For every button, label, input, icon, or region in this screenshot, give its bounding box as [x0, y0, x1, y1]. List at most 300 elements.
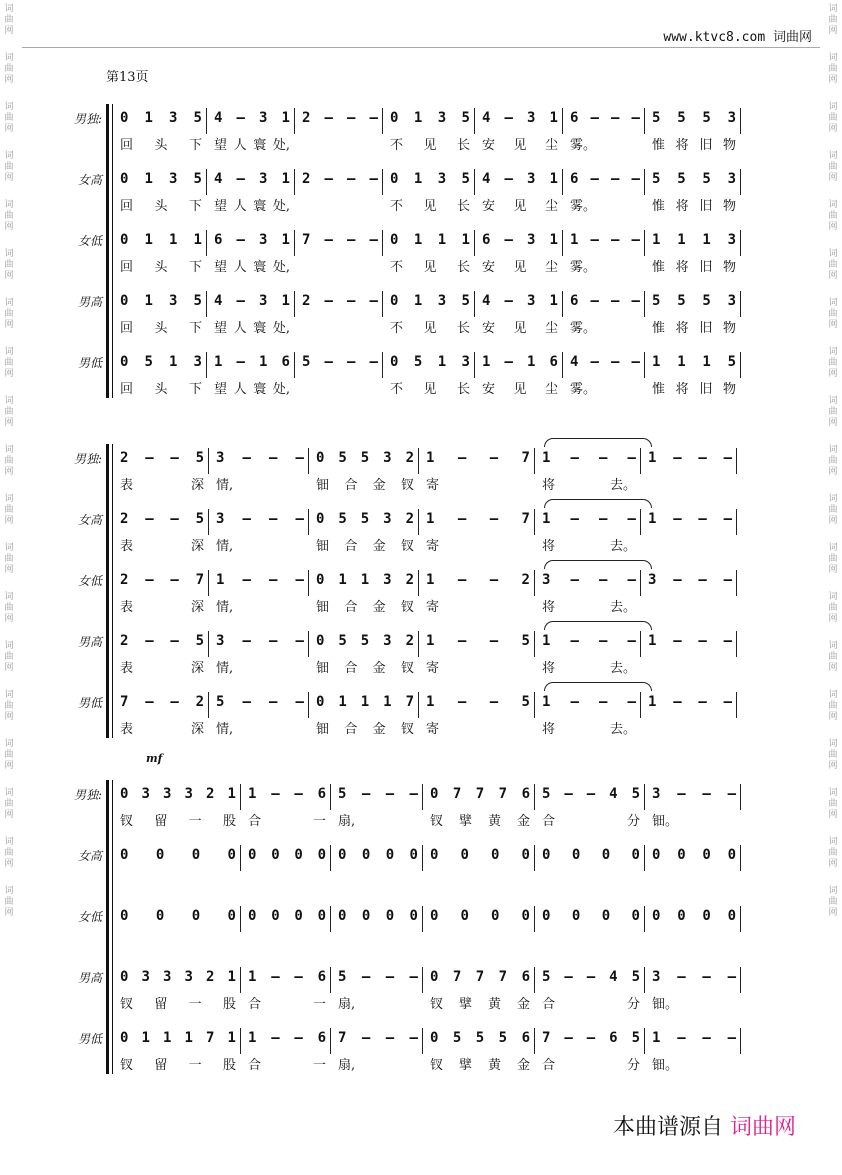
notes: 5 – – – [338, 786, 418, 802]
barline [740, 784, 741, 810]
watermark-text: 词曲网 [828, 788, 838, 820]
measure [418, 450, 534, 510]
lyrics: 安 见 尘 [482, 138, 558, 153]
notes: 7 – – 2 [120, 694, 204, 710]
voice-part [0, 226, 842, 286]
notes: 1 1 1 5 [652, 354, 736, 370]
measure [308, 633, 418, 693]
source-footer [613, 1110, 796, 1141]
barline [740, 1028, 741, 1054]
watermark-text: 词曲网 [4, 445, 14, 477]
measure [640, 511, 736, 571]
watermark-text: 词曲网 [4, 4, 14, 36]
lyrics: 钗 擘 黄 金 [430, 1058, 530, 1073]
lyrics: 雾。 [570, 260, 597, 275]
voice-part [0, 566, 842, 626]
measure [534, 694, 640, 754]
notes: 4 – – – [570, 354, 640, 370]
part-name: 男独: [73, 112, 102, 126]
barline [740, 291, 741, 317]
watermark-text: 词曲网 [828, 494, 838, 526]
score-system [0, 104, 842, 398]
lyrics: 表 深 [120, 722, 204, 737]
notes: 0 5 1 3 [390, 354, 470, 370]
notes: 6 – 3 1 [214, 232, 290, 248]
notes: 5 – – – [216, 694, 304, 710]
lyrics: 钿 合 金 钗 [316, 661, 414, 676]
lyrics: 寄 [426, 478, 440, 493]
measure [534, 908, 644, 968]
measure [208, 450, 308, 510]
measure [112, 572, 208, 632]
watermark-text: 词曲网 [828, 543, 838, 575]
notes: 1 – – 7 [426, 511, 530, 527]
measure [308, 572, 418, 632]
notes: 5 – – 4 5 [542, 969, 640, 985]
measure [640, 633, 736, 693]
lyrics: 情, [216, 478, 234, 493]
measure [112, 293, 206, 353]
watermark-text: 词曲网 [828, 592, 838, 624]
notes: 2 – – – [302, 171, 378, 187]
tie-arc [544, 621, 652, 630]
lyrics: 扇, [338, 814, 356, 829]
part-name: 女高 [77, 849, 102, 863]
measure [562, 354, 644, 414]
watermark-text: 词曲网 [4, 592, 14, 624]
notes: 1 – – – [648, 633, 732, 649]
voice-part [0, 505, 842, 565]
lyrics: 钿。 [652, 997, 679, 1012]
watermark-text: 词曲网 [4, 837, 14, 869]
voice-part [0, 104, 842, 164]
measure [330, 847, 422, 907]
lyrics: 钗 擘 黄 金 [430, 814, 530, 829]
notes: 1 – – – [542, 633, 636, 649]
site-name: 词曲网 [772, 30, 812, 45]
measure [382, 232, 474, 292]
watermark-text: 词曲网 [4, 53, 14, 85]
measure [644, 847, 740, 907]
lyrics: 情, [216, 722, 234, 737]
measure [644, 110, 740, 170]
lyrics: 回 头 下 [120, 321, 202, 336]
notes: 3 – – – [216, 450, 304, 466]
measure [206, 293, 294, 353]
barline [736, 631, 737, 657]
measure [644, 1030, 740, 1090]
lyrics: 将 去。 [542, 478, 636, 493]
notes: 7 – – 6 5 [542, 1030, 640, 1046]
lyrics: 回 头 下 [120, 138, 202, 153]
notes: 4 – 3 1 [482, 171, 558, 187]
notes: 2 – – 7 [120, 572, 204, 588]
watermark-text: 词曲网 [828, 102, 838, 134]
lyrics: 雾。 [570, 138, 597, 153]
notes: 0 3 3 3 2 1 [120, 969, 236, 985]
tie-arc [544, 560, 652, 569]
lyrics: 惟 将 旧 物 [652, 260, 736, 275]
watermark-text: 词曲网 [828, 641, 838, 673]
notes: 6 – – – [570, 293, 640, 309]
lyrics: 钗 留 一 股 [120, 814, 236, 829]
barline [736, 509, 737, 535]
watermark-text: 词曲网 [828, 200, 838, 232]
notes: 4 – 3 1 [214, 293, 290, 309]
notes: 7 – – – [338, 1030, 418, 1046]
notes: 1 – – – [648, 511, 732, 527]
measure [112, 232, 206, 292]
barline [736, 570, 737, 596]
watermark-text: 词曲网 [828, 298, 838, 330]
watermark-text: 词曲网 [4, 788, 14, 820]
watermark-text: 词曲网 [4, 690, 14, 722]
lyrics: 合 分 [542, 1058, 640, 1073]
watermark-text: 词曲网 [828, 739, 838, 771]
notes: 0 1 1 1 7 1 [120, 1030, 236, 1046]
part-name: 女低 [77, 574, 102, 588]
lyrics: 钿。 [652, 814, 679, 829]
voice-part [0, 780, 842, 840]
notes: 0 1 3 5 [390, 171, 470, 187]
notes: 0 0 0 0 [120, 847, 236, 863]
notes: 4 – 3 1 [482, 293, 558, 309]
measure [422, 908, 534, 968]
measure [562, 110, 644, 170]
lyrics: 望 人 寰 处, [214, 321, 290, 336]
barline [740, 352, 741, 378]
lyrics: 扇, [338, 1058, 356, 1073]
measure [474, 354, 562, 414]
part-name: 女高 [77, 513, 102, 527]
measure [382, 293, 474, 353]
lyrics: 寄 [426, 600, 440, 615]
notes: 0 0 0 0 [248, 847, 326, 863]
notes: 3 – – – [648, 572, 732, 588]
voice-part [0, 287, 842, 347]
lyrics: 回 头 下 [120, 260, 202, 275]
lyrics: 表 深 [120, 478, 204, 493]
part-name: 男高 [77, 971, 102, 985]
measure [208, 572, 308, 632]
measure [418, 572, 534, 632]
part-name: 女低 [77, 910, 102, 924]
measure [474, 110, 562, 170]
notes: 1 – – – [542, 694, 636, 710]
lyrics: 雾。 [570, 199, 597, 214]
notes: 4 – 3 1 [214, 110, 290, 126]
notes: 5 – – – [302, 354, 378, 370]
notes: 6 – – – [570, 110, 640, 126]
page-label: 第13页 [106, 70, 149, 85]
measure [644, 969, 740, 1029]
lyrics: 钿 合 金 钗 [316, 722, 414, 737]
notes: 0 1 1 1 7 [316, 694, 414, 710]
notes: 0 1 3 5 [120, 293, 202, 309]
lyrics: 将 去。 [542, 661, 636, 676]
part-name: 女高 [77, 173, 102, 187]
site-url[interactable]: www.ktvc8.com [663, 30, 766, 45]
lyrics: 惟 将 旧 物 [652, 138, 736, 153]
watermark-text: 词曲网 [828, 249, 838, 281]
barline [740, 108, 741, 134]
lyrics: 钿 合 金 钗 [316, 478, 414, 493]
measure [208, 633, 308, 693]
tie-arc [544, 499, 652, 508]
notes: 1 – – 2 [426, 572, 530, 588]
measure [422, 969, 534, 1029]
measure [206, 110, 294, 170]
watermark-text: 词曲网 [4, 494, 14, 526]
lyrics: 望 人 寰 处, [214, 382, 290, 397]
measure [112, 110, 206, 170]
measure [240, 847, 330, 907]
notes: 0 5 5 3 2 [316, 511, 414, 527]
measure [562, 293, 644, 353]
measure [112, 786, 240, 846]
measure [382, 110, 474, 170]
notes: 0 0 0 0 [430, 847, 530, 863]
measure [474, 293, 562, 353]
measure [474, 171, 562, 231]
lyrics: 不 见 长 [390, 321, 470, 336]
measure [418, 633, 534, 693]
lyrics: 不 见 长 [390, 260, 470, 275]
measure [206, 232, 294, 292]
measure [644, 908, 740, 968]
lyrics: 合 分 [542, 997, 640, 1012]
lyrics: 不 见 长 [390, 199, 470, 214]
measure [644, 293, 740, 353]
notes: 0 0 0 0 [338, 847, 418, 863]
notes: 3 – – – [652, 969, 736, 985]
measure [112, 908, 240, 968]
measure [206, 171, 294, 231]
measure [644, 232, 740, 292]
notes: 0 1 1 1 [390, 232, 470, 248]
lyrics: 钗 擘 黄 金 [430, 997, 530, 1012]
watermark-text: 词曲网 [4, 102, 14, 134]
lyrics: 钗 留 一 股 [120, 997, 236, 1012]
notes: 0 5 5 3 2 [316, 450, 414, 466]
measure [112, 354, 206, 414]
lyrics: 合 一 [248, 1058, 326, 1073]
notes: 5 5 5 3 [652, 171, 736, 187]
measure [422, 786, 534, 846]
watermark-text: 词曲网 [828, 886, 838, 918]
watermark-text: 词曲网 [4, 298, 14, 330]
measure [644, 171, 740, 231]
measure [422, 847, 534, 907]
measure [474, 232, 562, 292]
barline [736, 692, 737, 718]
lyrics: 扇, [338, 997, 356, 1012]
voice-part [0, 1024, 842, 1084]
measure [308, 511, 418, 571]
notes: 3 – – – [652, 786, 736, 802]
measure [640, 572, 736, 632]
lyrics: 望 人 寰 处, [214, 260, 290, 275]
lyrics: 寄 [426, 722, 440, 737]
notes: 1 – 1 6 [214, 354, 290, 370]
measure [640, 450, 736, 510]
notes: 1 – – 6 [248, 969, 326, 985]
header-divider [22, 47, 820, 48]
measure [640, 694, 736, 754]
lyrics: 表 深 [120, 600, 204, 615]
notes: 1 – – – [542, 450, 636, 466]
lyrics: 情, [216, 661, 234, 676]
watermark-text: 词曲网 [4, 151, 14, 183]
watermark-text: 词曲网 [828, 4, 838, 36]
lyrics: 雾。 [570, 321, 597, 336]
notes: 0 0 0 0 [338, 908, 418, 924]
notes: 2 – – 5 [120, 511, 204, 527]
lyrics: 惟 将 旧 物 [652, 321, 736, 336]
lyrics: 钿。 [652, 1058, 679, 1073]
measure [240, 969, 330, 1029]
notes: 4 – 3 1 [482, 110, 558, 126]
notes: 1 – 1 6 [482, 354, 558, 370]
notes: 0 7 7 7 6 [430, 786, 530, 802]
lyrics: 合 一 [248, 997, 326, 1012]
measure [294, 232, 382, 292]
lyrics: 安 见 尘 [482, 382, 558, 397]
lyrics: 钿 合 金 钗 [316, 600, 414, 615]
voice-part [0, 963, 842, 1023]
watermark-text: 词曲网 [4, 200, 14, 232]
notes: 1 – – 6 [248, 1030, 326, 1046]
measure [208, 694, 308, 754]
lyrics: 表 深 [120, 539, 204, 554]
notes: 5 – – 4 5 [542, 786, 640, 802]
notes: 1 1 1 3 [652, 232, 736, 248]
notes: 1 – – 6 [248, 786, 326, 802]
measure [308, 694, 418, 754]
lyrics: 寄 [426, 661, 440, 676]
voice-part [0, 348, 842, 408]
measure [562, 232, 644, 292]
lyrics: 惟 将 旧 物 [652, 199, 736, 214]
part-name: 男高 [77, 635, 102, 649]
measure [294, 110, 382, 170]
lyrics: 情, [216, 600, 234, 615]
measure [644, 786, 740, 846]
part-name: 男低 [77, 356, 102, 370]
notes: 0 0 0 0 [542, 847, 640, 863]
lyrics: 回 头 下 [120, 382, 202, 397]
lyrics: 表 深 [120, 661, 204, 676]
voice-part [0, 688, 842, 748]
tie-arc [544, 682, 652, 691]
notes: 2 – – 5 [120, 633, 204, 649]
watermark-text: 词曲网 [4, 641, 14, 673]
measure [294, 354, 382, 414]
notes: 0 0 0 0 [652, 847, 736, 863]
voice-part [0, 165, 842, 225]
voice-part [0, 627, 842, 687]
watermark-text: 词曲网 [828, 53, 838, 85]
notes: 2 – – 5 [120, 450, 204, 466]
watermark-text: 词曲网 [828, 347, 838, 379]
score-system [0, 444, 842, 738]
measure [382, 171, 474, 231]
voice-part [0, 444, 842, 504]
part-name: 女低 [77, 234, 102, 248]
measure [240, 786, 330, 846]
watermark-text: 词曲网 [828, 690, 838, 722]
notes: 0 5 1 3 [120, 354, 202, 370]
measure [112, 847, 240, 907]
notes: 6 – 3 1 [482, 232, 558, 248]
barline [740, 230, 741, 256]
footer-brand[interactable]: 词曲网 [729, 1115, 796, 1140]
measure [418, 694, 534, 754]
measure [240, 908, 330, 968]
lyrics: 望 人 寰 处, [214, 138, 290, 153]
notes: 3 – – – [542, 572, 636, 588]
measure [422, 1030, 534, 1090]
footer-prefix: 本曲谱源自 [612, 1115, 723, 1140]
measure [330, 786, 422, 846]
measure [112, 450, 208, 510]
watermark-text: 词曲网 [828, 837, 838, 869]
watermark-text: 词曲网 [4, 396, 14, 428]
measure [562, 171, 644, 231]
measure [294, 293, 382, 353]
measure [240, 1030, 330, 1090]
lyrics: 钗 留 一 股 [120, 1058, 236, 1073]
notes: 0 5 5 5 6 [430, 1030, 530, 1046]
notes: 0 0 0 0 [248, 908, 326, 924]
barline [736, 448, 737, 474]
lyrics: 惟 将 旧 物 [652, 382, 736, 397]
lyrics: 合 分 [542, 814, 640, 829]
barline [740, 845, 741, 871]
measure [208, 511, 308, 571]
measure [112, 633, 208, 693]
notes: 1 – – – [570, 232, 640, 248]
lyrics: 寄 [426, 539, 440, 554]
notes: 0 1 3 5 [120, 171, 202, 187]
measure [294, 171, 382, 231]
notes: 0 1 3 5 [390, 293, 470, 309]
site-header [663, 26, 812, 45]
lyrics: 将 去。 [542, 722, 636, 737]
notes: 4 – 3 1 [214, 171, 290, 187]
lyrics: 安 见 尘 [482, 260, 558, 275]
notes: 0 3 3 3 2 1 [120, 786, 236, 802]
measure [112, 694, 208, 754]
notes: 5 5 5 3 [652, 293, 736, 309]
watermark-text: 词曲网 [828, 396, 838, 428]
part-name: 男独: [73, 788, 102, 802]
notes: 0 1 3 5 [390, 110, 470, 126]
part-name: 男高 [77, 295, 102, 309]
tie-arc [544, 438, 652, 447]
notes: 6 – – – [570, 171, 640, 187]
lyrics: 情, [216, 539, 234, 554]
measure [330, 969, 422, 1029]
barline [740, 967, 741, 993]
lyrics: 不 见 长 [390, 382, 470, 397]
lyrics: 不 见 长 [390, 138, 470, 153]
notes: 0 0 0 0 [120, 908, 236, 924]
lyrics: 雾。 [570, 382, 597, 397]
notes: 1 – – 7 [426, 450, 530, 466]
lyrics: 钿 合 金 钗 [316, 539, 414, 554]
notes: 2 – – – [302, 293, 378, 309]
